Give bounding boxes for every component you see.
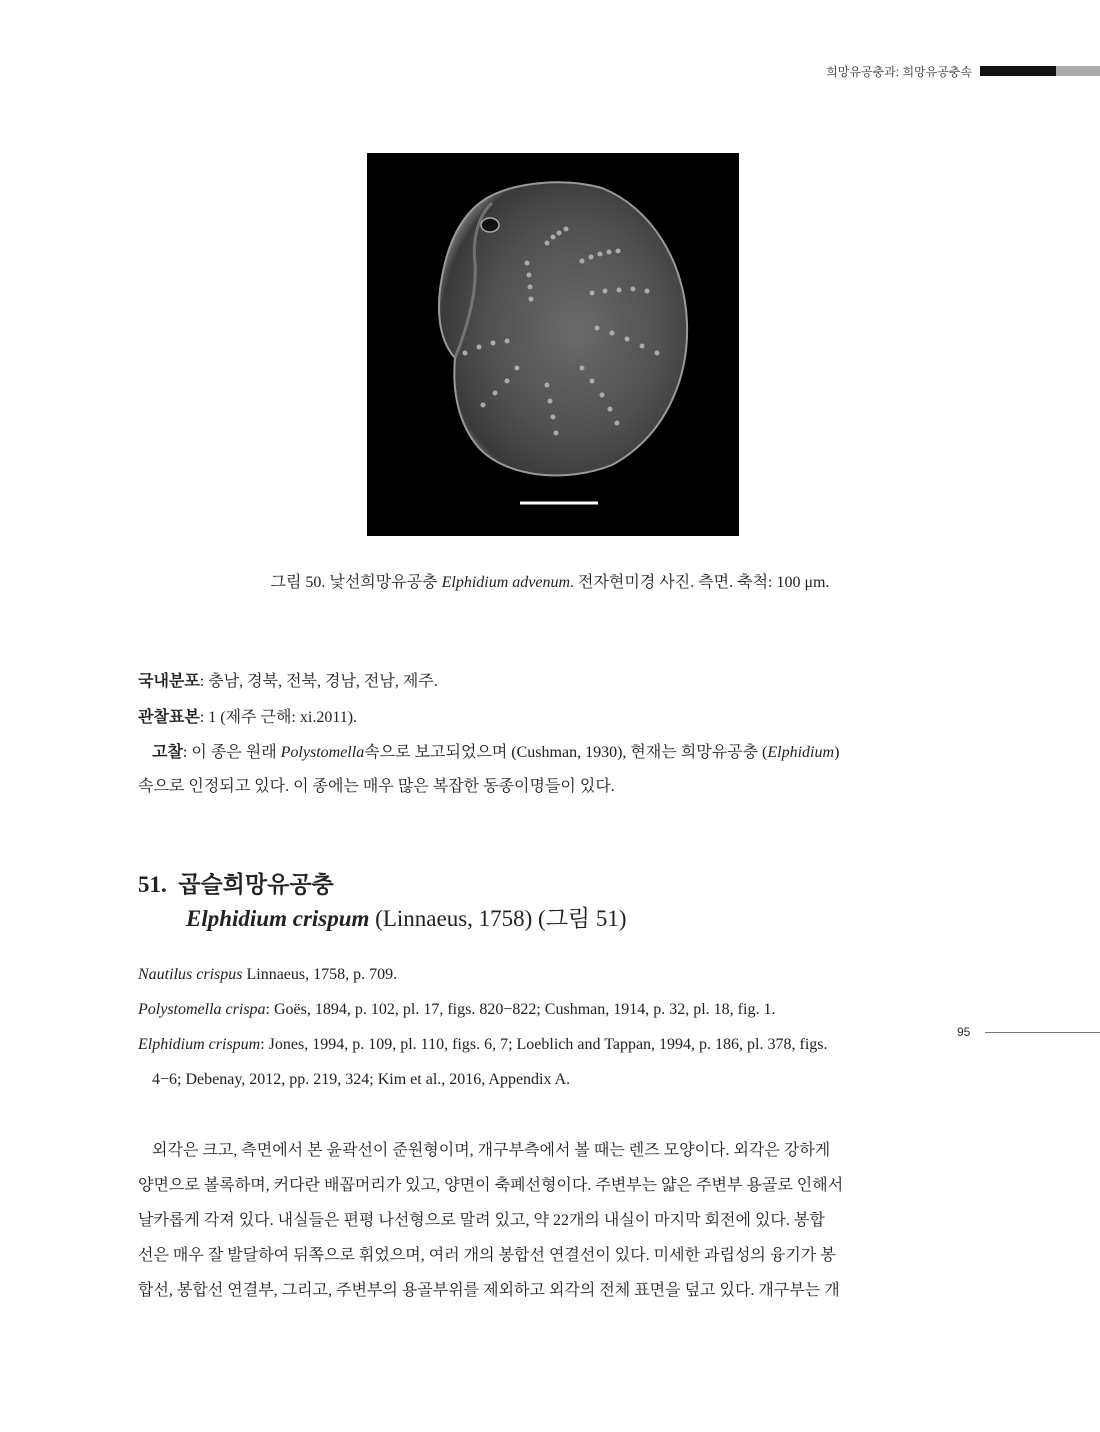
description-line-4: 선은 매우 잘 발달하여 뒤쪽으로 휘었으며, 여러 개의 봉합선 연결선이 있다. 미세한 과립성의 융기가 봉	[138, 1247, 836, 1264]
foraminifera-specimen-image	[367, 153, 739, 536]
figure-caption: 그림 50. 낯선희망유공충 Elphidium advenum. 전자현미경 사진. 측면. 축척: 100 μm.	[270, 574, 830, 591]
species-scientific-name: Elphidium crispum (Linnaeus, 1758) (그림 51)	[186, 906, 627, 931]
remarks-line-1: 고찰: 이 종은 원래 Polystomella속으로 보고되었으며 (Cushman, 1930), 현재는 희망유공충 (Elphidium)	[152, 744, 840, 761]
description-line-5: 합선, 봉합선 연결부, 그리고, 주변부의 용골부위를 제외하고 외각의 전체 표면을 덮고 있다. 개구부는 개	[138, 1282, 840, 1299]
synonymy-3: Elphidium crispum: Jones, 1994, p. 109, pl. 110, figs. 6, 7; Loeblich and Tappan, 1994, p. 186, pl. 378, figs.	[138, 1036, 828, 1053]
description-line-1: 외각은 크고, 측면에서 본 윤곽선이 준원형이며, 개구부측에서 볼 때는 렌즈 모양이다. 외각은 강하게	[152, 1142, 831, 1159]
header-bar-dark	[980, 66, 1056, 76]
synonymy-2: Polystomella crispa: Goës, 1894, p. 102, pl. 17, figs. 820−822; Cushman, 1914, p. 32, pl. 18, fig. 1.	[138, 1001, 776, 1018]
remarks-line-2: 속으로 인정되고 있다. 이 종에는 매우 많은 복잡한 동종이명들이 있다.	[138, 778, 615, 795]
header-bar-light	[1056, 66, 1100, 76]
species-heading: 51. 곱슬희망유공충	[138, 872, 334, 897]
distribution-line: 국내분포: 충남, 경북, 전북, 경남, 전남, 제주.	[138, 673, 438, 690]
synonymy-3-cont: 4−6; Debenay, 2012, pp. 219, 324; Kim et al., 2016, Appendix A.	[152, 1071, 571, 1088]
specimens-line: 관찰표본: 1 (제주 근해: xi.2011).	[138, 709, 358, 726]
footer-rule	[985, 1032, 1100, 1033]
description-line-3: 날카롭게 각져 있다. 내실들은 편평 나선형으로 말려 있고, 약 22개의 내실이 마지막 회전에 있다. 봉합	[138, 1212, 825, 1229]
description-line-2: 양면으로 볼록하며, 커다란 배꼽머리가 있고, 양면이 축폐선형이다. 주변부는 얇은 주변부 용골로 인해서	[138, 1177, 844, 1194]
running-header	[826, 64, 1100, 78]
sem-photograph	[367, 153, 739, 536]
page-number: 95	[957, 1025, 971, 1039]
synonymy-1: Nautilus crispus Linnaeus, 1758, p. 709.	[138, 966, 398, 983]
running-title: 희망유공충과: 희망유공충속	[826, 64, 972, 79]
